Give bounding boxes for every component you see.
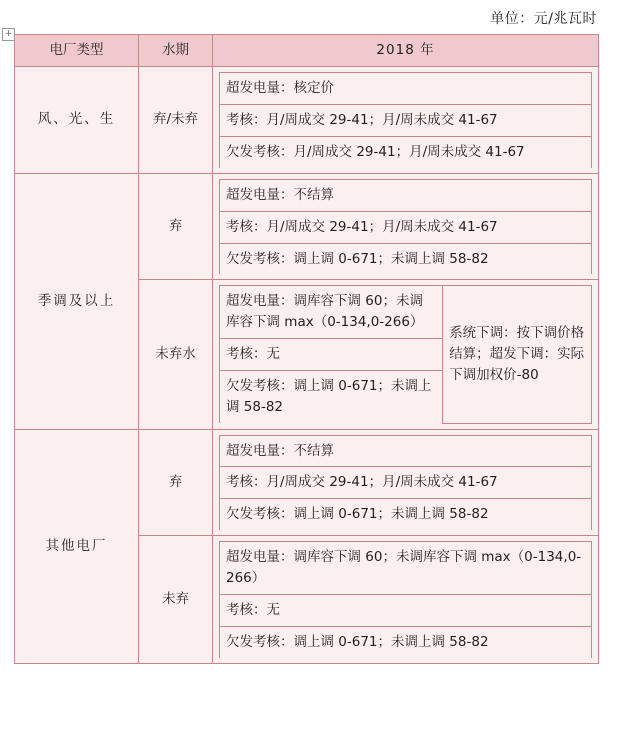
settlement-rules-table (14, 34, 599, 664)
header-plant-type: 电厂类型 (15, 35, 139, 67)
table-header-row (15, 35, 599, 67)
header-water-period: 水期 (139, 35, 213, 67)
rule-line: 欠发考核：调上调 0-671；未调上调 58-82 (220, 243, 592, 274)
period-abandoned: 弃 (139, 173, 213, 280)
rule-note: 系统下调：按下调价格结算；超发下调：实际下调加权价-80 (443, 286, 592, 423)
rules-cell (213, 429, 599, 536)
category-wind-solar-bio: 风、光、生 (15, 66, 139, 173)
rule-line: 考核：无 (220, 339, 443, 371)
rules-cell (213, 536, 599, 664)
rule-line: 超发电量：核定价 (220, 72, 592, 104)
rule-line: 欠发考核：月/周成交 29-41；月/周未成交 41-67 (220, 136, 592, 167)
rule-line: 考核：月/周成交 29-41；月/周未成交 41-67 (220, 467, 592, 499)
period-not-abandoned-water: 未弃水 (139, 280, 213, 429)
rule-line: 欠发考核：调上调 0-671；未调上调 58-82 (220, 371, 443, 423)
category-seasonal-regulation: 季调及以上 (15, 173, 139, 429)
unit-note: 单位：元/兆瓦时 (490, 11, 597, 27)
rule-line: 超发电量：调库容下调 60；未调库容下调 max（0-134,0-266） (220, 286, 443, 339)
header-year: 2018 年 (213, 35, 599, 67)
rule-line: 欠发考核：调上调 0-671；未调上调 58-82 (220, 627, 592, 658)
rules-cell (213, 173, 599, 280)
rule-line: 超发电量：不结算 (220, 179, 592, 211)
rules-cell (213, 66, 599, 173)
table-row (15, 66, 599, 173)
table-row (15, 429, 599, 536)
period-not-abandoned: 未弃 (139, 536, 213, 664)
category-other-plants: 其他电厂 (15, 429, 139, 663)
rule-line: 超发电量：不结算 (220, 435, 592, 467)
rule-line: 欠发考核：调上调 0-671；未调上调 58-82 (220, 499, 592, 530)
period-abandoned: 弃 (139, 429, 213, 536)
corner-mark-icon: + (2, 28, 15, 41)
rules-cell (213, 280, 599, 429)
rule-line: 考核：月/周成交 29-41；月/周未成交 41-67 (220, 211, 592, 243)
rule-line: 超发电量：调库容下调 60；未调库容下调 max（0-134,0-266） (220, 542, 592, 595)
rule-line: 考核：月/周成交 29-41；月/周未成交 41-67 (220, 104, 592, 136)
period-abandon-or-not: 弃/未弃 (139, 66, 213, 173)
rule-line: 考核：无 (220, 595, 592, 627)
table-row (15, 173, 599, 280)
